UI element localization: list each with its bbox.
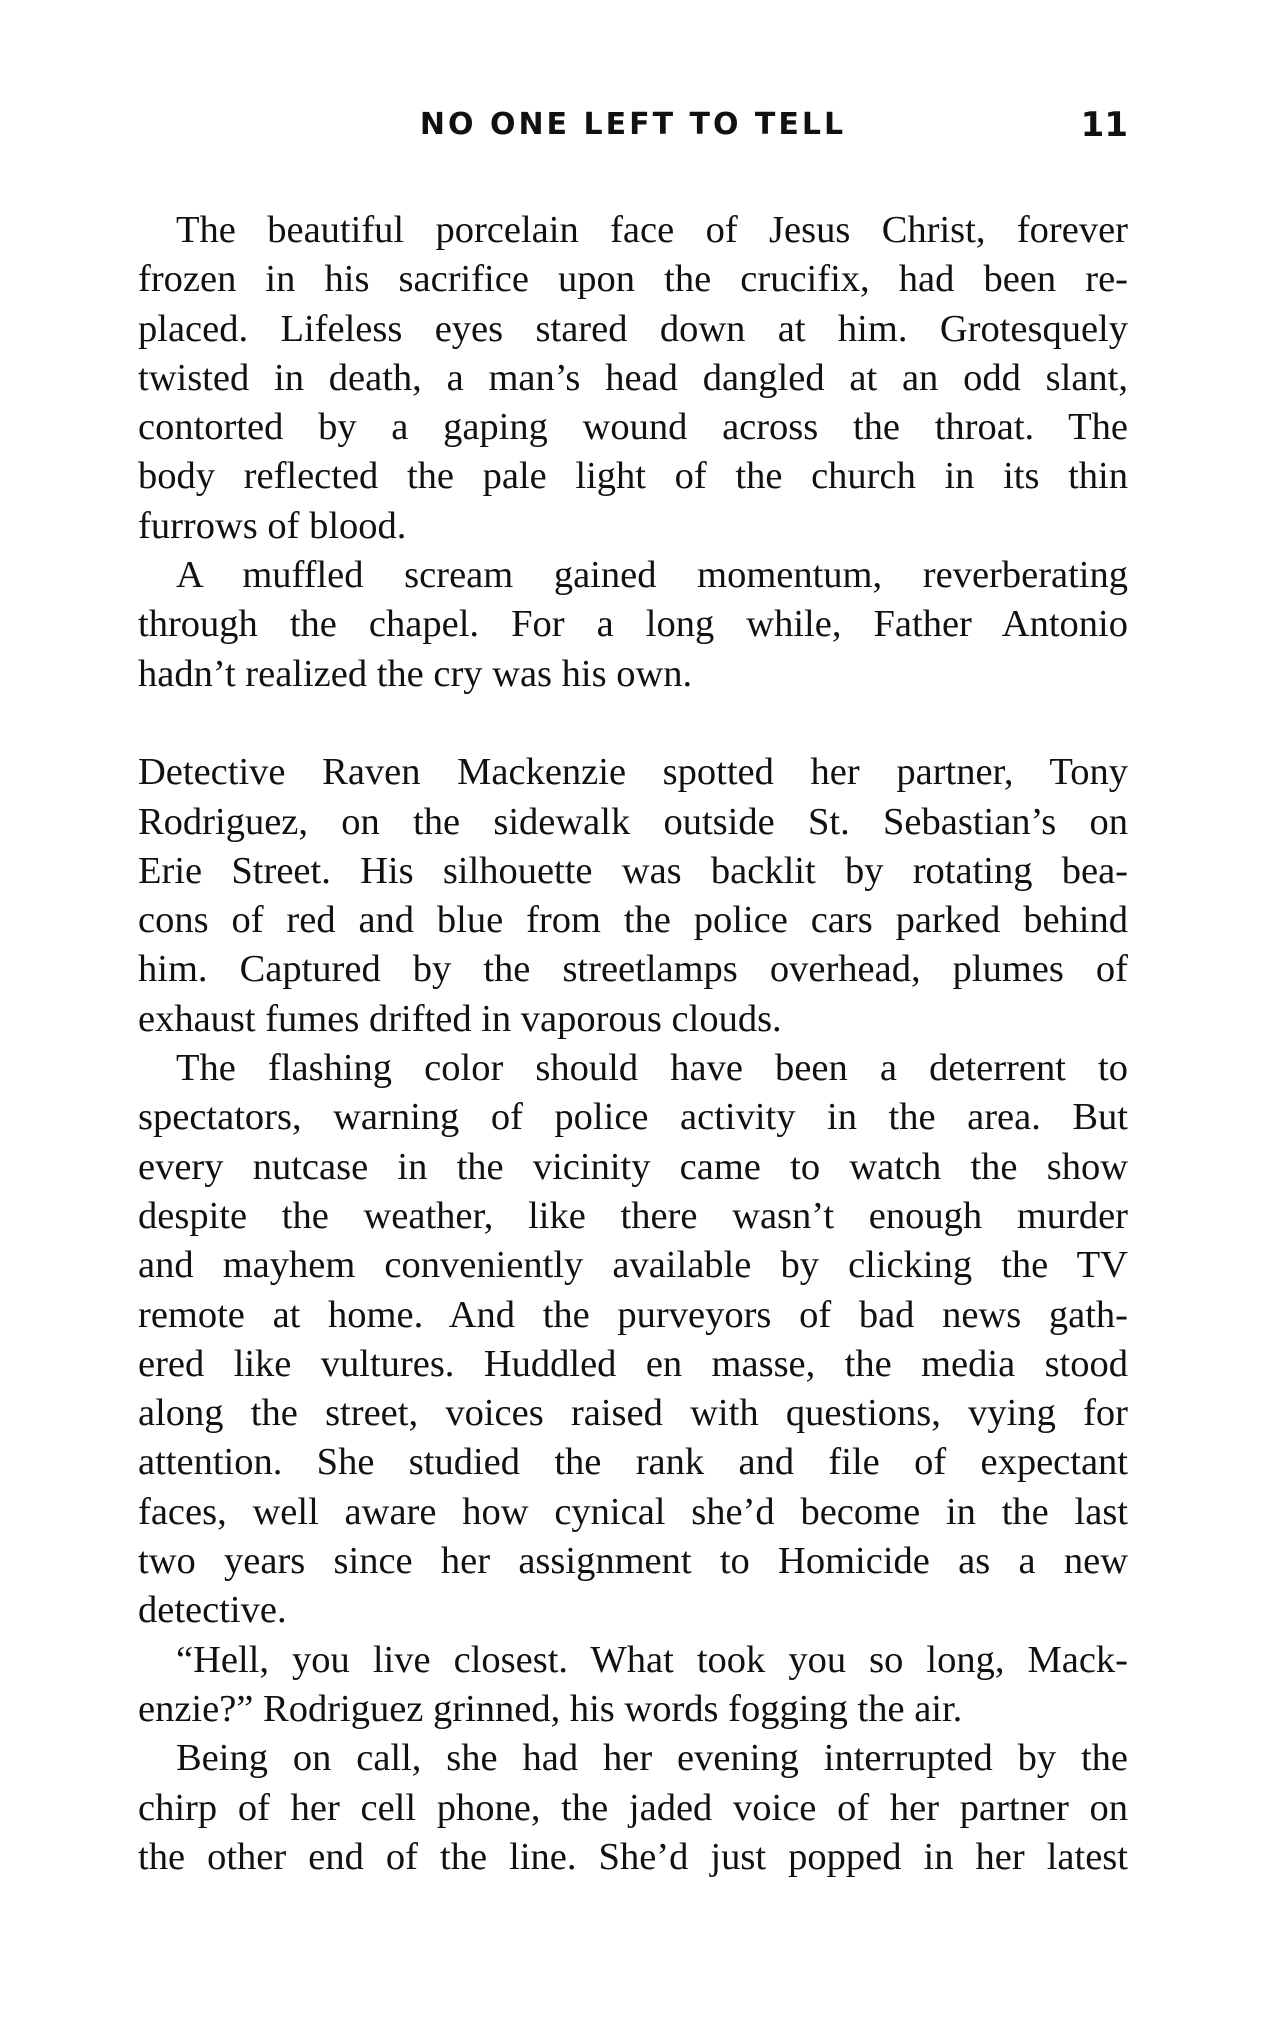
scene-break (138, 699, 1128, 748)
text-line: enzie?” Rodriguez grinned, his words fogging the air. (138, 1687, 963, 1730)
text-line: contorted by a gaping wound across the throat. The (138, 406, 1128, 449)
paragraph (138, 1044, 1128, 1636)
text-line: frozen in his sacrifice upon the crucifix, had been re- (138, 258, 1128, 301)
text-line: twisted in death, a man’s head dangled at an odd slant, (138, 356, 1128, 399)
text-line: hadn’t realized the cry was his own. (138, 652, 693, 695)
running-head (138, 100, 1128, 150)
text-line: exhaust fumes drifted in vaporous clouds. (138, 997, 782, 1040)
paragraph (138, 748, 1128, 1044)
body-text (138, 206, 1128, 1882)
paragraph (138, 551, 1128, 699)
text-line: placed. Lifeless eyes stared down at him. Grotesquely (138, 307, 1128, 350)
text-line: furrows of blood. (138, 504, 407, 547)
text-line: The beautiful porcelain face of Jesus Christ, forever (176, 209, 1128, 251)
text-line: ered like vultures. Huddled en masse, the media stood (138, 1342, 1128, 1385)
book-title: NO ONE LEFT TO TELL (419, 107, 847, 142)
text-line: along the street, voices raised with questions, vying for (138, 1392, 1128, 1435)
text-line: the other end of the line. She’d just popped in her latest (138, 1835, 1128, 1878)
text-line: A muffled scream gained momentum, reverberating (176, 554, 1128, 597)
text-line: chirp of her cell phone, the jaded voice of her partner on (138, 1786, 1128, 1829)
text-line: cons of red and blue from the police cars parked behind (138, 899, 1128, 942)
text-line: every nutcase in the vicinity came to watch the show (138, 1145, 1128, 1188)
text-line: detective. (138, 1589, 287, 1632)
text-line: him. Captured by the streetlamps overhead, plumes of (138, 948, 1128, 991)
text-line: despite the weather, like there wasn’t enough murder (138, 1194, 1128, 1237)
text-line: remote at home. And the purveyors of bad news gath- (138, 1293, 1128, 1336)
text-line: The flashing color should have been a deterrent to (176, 1047, 1128, 1090)
text-line: “Hell, you live closest. What took you so long, Mack- (176, 1638, 1128, 1681)
text-line: Being on call, she had her evening interrupted by the (176, 1737, 1128, 1780)
text-line: Erie Street. His silhouette was backlit by rotating bea- (138, 849, 1128, 892)
text-line: Rodriguez, on the sidewalk outside St. Sebastian’s on (138, 800, 1128, 843)
text-line: spectators, warning of police activity in the area. But (138, 1096, 1128, 1139)
page-number: 11 (1080, 105, 1128, 145)
paragraph (138, 1734, 1128, 1882)
text-line: two years since her assignment to Homicide as a new (138, 1540, 1128, 1583)
text-line: attention. She studied the rank and file of expectant (138, 1441, 1128, 1484)
text-line: through the chapel. For a long while, Father Antonio (138, 603, 1128, 646)
text-line: Detective Raven Mackenzie spotted her partner, Tony (138, 751, 1128, 794)
text-line: and mayhem conveniently available by clicking the TV (138, 1244, 1128, 1287)
paragraph (138, 206, 1128, 551)
text-line: body reflected the pale light of the church in its thin (138, 455, 1128, 498)
text-line: faces, well aware how cynical she’d become in the last (138, 1490, 1128, 1533)
paragraph (138, 1636, 1128, 1735)
